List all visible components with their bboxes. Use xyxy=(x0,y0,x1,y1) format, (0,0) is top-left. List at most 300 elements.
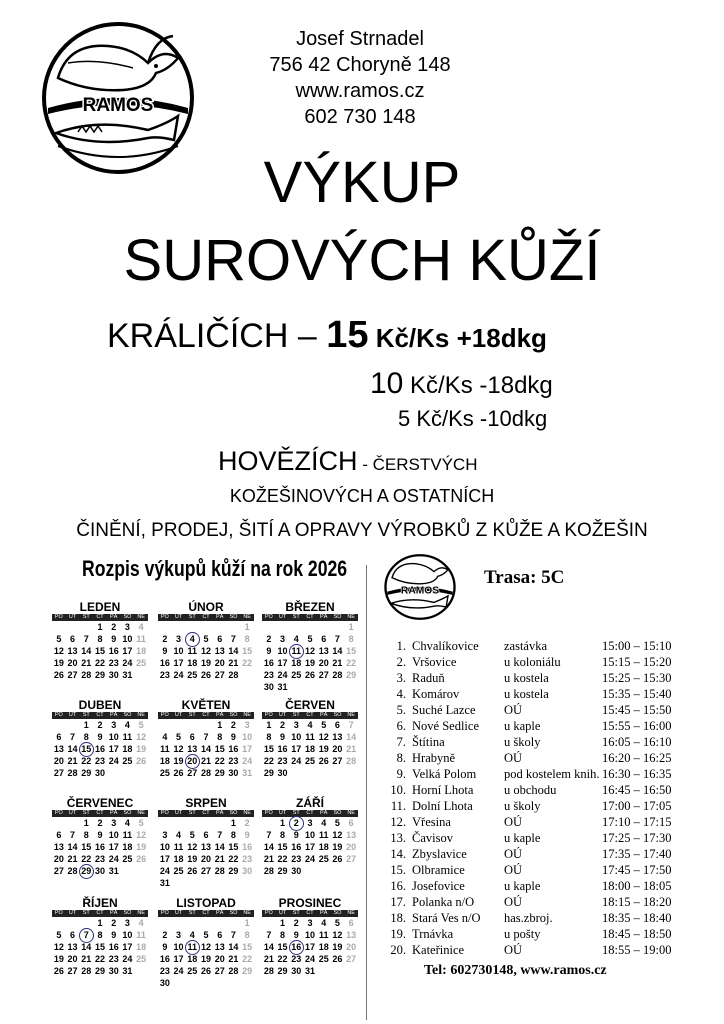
stop-location: OÚ xyxy=(504,751,523,765)
calendar-day: 12 xyxy=(332,830,343,840)
stop-location: zastávka xyxy=(504,639,548,653)
calendar-day: 15 xyxy=(214,744,225,754)
weekday-label: PO xyxy=(54,614,63,620)
marked-collection-day: 20 xyxy=(187,756,198,766)
stop-number: 10. xyxy=(390,783,406,797)
day-grid xyxy=(52,817,148,877)
stop-place: Čavisov xyxy=(412,831,453,845)
stop-time: 18:55 – 19:00 xyxy=(602,943,672,957)
calendar-day: 18 xyxy=(173,854,184,864)
calendar-day: 23 xyxy=(108,658,119,668)
stop-location: OÚ xyxy=(504,847,523,861)
weekday-label: SO xyxy=(123,910,132,916)
calendar-day: 24 xyxy=(173,670,184,680)
calendar-day: 20 xyxy=(346,942,357,952)
calendar-day: 11 xyxy=(136,634,146,644)
calendar-day: 29 xyxy=(94,966,105,976)
calendar-day: 15 xyxy=(346,646,357,656)
empty-day xyxy=(317,621,331,633)
stop-number: 5. xyxy=(396,703,406,717)
calendar-day: 2 xyxy=(97,818,103,828)
calendar-day: 23 xyxy=(277,756,288,766)
calendar-day: 17 xyxy=(242,744,253,754)
calendar-day: 29 xyxy=(94,670,105,680)
stop-number: 14. xyxy=(390,847,406,861)
empty-day xyxy=(66,917,80,929)
calendar-day: 30 xyxy=(108,670,119,680)
calendar-day: 27 xyxy=(53,866,64,876)
calendar-day: 25 xyxy=(122,854,133,864)
empty-day xyxy=(66,719,80,731)
calendar-day: 28 xyxy=(263,966,274,976)
calendar-day: 27 xyxy=(200,866,211,876)
calendar-day: 8 xyxy=(217,732,223,742)
footer-contact: Tel: 602730148, www.ramos.cz xyxy=(424,963,607,978)
empty-day xyxy=(331,621,345,633)
weekday-label: SO xyxy=(229,614,238,620)
weekday-label: PÁ xyxy=(110,810,118,816)
calendar-day: 22 xyxy=(263,756,274,766)
calendar-day: 25 xyxy=(304,756,315,766)
empty-day xyxy=(172,917,186,929)
calendar-day: 31 xyxy=(242,768,253,778)
calendar-day: 18 xyxy=(291,658,302,668)
calendar-day: 6 xyxy=(56,732,62,742)
contact-phone: 602 730 148 xyxy=(304,106,416,128)
weekday-label: PO xyxy=(264,810,273,816)
calendar-day: 22 xyxy=(242,658,253,668)
calendar-day: 28 xyxy=(214,866,225,876)
weekday-label: ČT xyxy=(306,810,314,816)
calendar-day: 31 xyxy=(108,866,119,876)
stop-time: 17:35 – 17:40 xyxy=(602,847,672,861)
stop-location: u obchodu xyxy=(504,783,557,797)
day-grid xyxy=(52,719,148,779)
calendar-day: 9 xyxy=(162,942,168,952)
empty-day xyxy=(262,621,276,633)
weekday-label: ÚT xyxy=(174,614,183,620)
weekday-label: ÚT xyxy=(278,910,287,916)
calendar-day: 26 xyxy=(304,670,315,680)
calendar-day: 19 xyxy=(187,854,198,864)
stop-time: 15:35 – 15:40 xyxy=(602,687,672,701)
calendar-day: 1 xyxy=(217,720,223,730)
calendar-day: 12 xyxy=(200,646,211,656)
empty-day xyxy=(52,917,66,929)
price-line-3: 5 Kč/Ks -10dkg xyxy=(398,406,548,431)
calendar-day: 2 xyxy=(111,918,117,928)
calendar-day: 30 xyxy=(108,966,119,976)
calendar-day: 16 xyxy=(108,942,119,952)
marked-collection-day: 16 xyxy=(291,942,302,952)
calendar-day: 26 xyxy=(136,854,147,864)
calendar-day: 21 xyxy=(81,658,92,668)
calendar-day: 13 xyxy=(332,732,343,742)
calendar-day: 23 xyxy=(94,756,105,766)
calendar-day: 24 xyxy=(122,658,133,668)
calendar-day: 6 xyxy=(217,930,223,940)
calendar-day: 15 xyxy=(242,942,253,952)
month-3 xyxy=(262,600,358,693)
calendar-day: 5 xyxy=(334,918,340,928)
stop-location: u kaple xyxy=(504,879,541,893)
cattle-label: HOVĚZÍCH xyxy=(218,446,358,476)
weekday-label: SO xyxy=(333,810,342,816)
calendar-day: 5 xyxy=(321,720,327,730)
weekday-header xyxy=(158,712,254,719)
weekday-label: SO xyxy=(229,712,238,718)
calendar-day: 9 xyxy=(280,732,286,742)
calendar-day: 18 xyxy=(318,842,329,852)
stop-number: 2. xyxy=(396,655,406,669)
calendar-day: 31 xyxy=(304,966,315,976)
calendar-day: 6 xyxy=(321,634,327,644)
calendar-day: 12 xyxy=(200,942,211,952)
calendar-day: 1 xyxy=(266,720,272,730)
calendar-day: 4 xyxy=(176,830,182,840)
weekday-label: ÚT xyxy=(174,810,183,816)
calendar-day: 8 xyxy=(83,830,89,840)
calendar-day: 17 xyxy=(291,744,302,754)
calendar-day: 13 xyxy=(53,842,64,852)
stop-place: Komárov xyxy=(412,687,460,701)
weekday-label: PÁ xyxy=(110,910,118,916)
calendar-day: 14 xyxy=(346,732,357,742)
calendar-day: 26 xyxy=(187,866,198,876)
stop-place: Hrabyně xyxy=(412,751,456,765)
month-name: KVĚTEN xyxy=(181,698,231,712)
calendar-day: 26 xyxy=(332,954,343,964)
calendar-day: 24 xyxy=(108,854,119,864)
contact-web[interactable]: www.ramos.cz xyxy=(295,80,425,102)
weekday-label: PÁ xyxy=(320,712,328,718)
calendar-day: 20 xyxy=(200,854,211,864)
weekday-label: PO xyxy=(54,810,63,816)
weekday-label: NE xyxy=(347,910,355,916)
stop-time: 17:45 – 17:50 xyxy=(602,863,672,877)
weekday-label: ČT xyxy=(306,910,314,916)
contact-block xyxy=(230,26,490,130)
calendar-day: 22 xyxy=(214,756,225,766)
calendar-day: 28 xyxy=(67,866,78,876)
calendar-day: 18 xyxy=(187,658,198,668)
calendar-day: 21 xyxy=(346,744,357,754)
weekday-label: NE xyxy=(243,712,251,718)
weekday-label: NE xyxy=(347,614,355,620)
services-line: ČINĚNÍ, PRODEJ, ŠITÍ A OPRAVY VÝROBKŮ Z KŮŽE A KOŽEŠIN xyxy=(76,520,648,541)
calendar-day: 7 xyxy=(348,720,354,730)
calendar-day: 30 xyxy=(228,768,239,778)
marked-collection-day: 7 xyxy=(79,929,93,941)
weekday-label: SO xyxy=(123,712,132,718)
calendar-day: 25 xyxy=(187,966,198,976)
calendar-day: 16 xyxy=(277,744,288,754)
calendar-day: 12 xyxy=(173,744,184,754)
stop-time: 18:00 – 18:05 xyxy=(602,879,672,893)
calendar-day: 24 xyxy=(108,756,119,766)
calendar-day: 26 xyxy=(136,756,147,766)
calendar-day: 6 xyxy=(217,634,223,644)
calendar-day: 1 xyxy=(280,918,286,928)
calendar-day: 12 xyxy=(332,930,343,940)
calendar-day: 26 xyxy=(53,966,64,976)
weekday-header xyxy=(262,910,358,917)
weekday-label: PÁ xyxy=(320,810,328,816)
calendar-day: 16 xyxy=(94,842,105,852)
stop-location: u školy xyxy=(504,799,541,813)
calendar-day: 27 xyxy=(214,670,225,680)
stop-number: 13. xyxy=(390,831,406,845)
marked-collection-day: 11 xyxy=(185,941,199,953)
calendar-day: 10 xyxy=(173,646,184,656)
calendar-day: 16 xyxy=(159,954,170,964)
stop-place: Velká Polom xyxy=(412,767,477,781)
calendar-day: 5 xyxy=(176,732,182,742)
calendar-day: 23 xyxy=(291,954,302,964)
weekday-label: PO xyxy=(264,712,273,718)
calendar-day: 8 xyxy=(280,930,286,940)
calendar-day: 12 xyxy=(53,646,64,656)
calendar-day: 22 xyxy=(94,954,105,964)
stop-place: Nové Sedlice xyxy=(412,719,479,733)
empty-day xyxy=(227,621,241,633)
calendar-day: 14 xyxy=(67,842,78,852)
calendar-day: 14 xyxy=(81,942,92,952)
calendar-day: 10 xyxy=(277,646,288,656)
day-grid xyxy=(262,817,358,877)
contact-name: Josef Strnadel xyxy=(296,28,424,50)
stop-time: 18:15 – 18:20 xyxy=(602,895,672,909)
calendar-day: 9 xyxy=(162,646,168,656)
calendar-day: 7 xyxy=(70,732,76,742)
calendar-day: 1 xyxy=(230,818,236,828)
weekday-label: NE xyxy=(137,910,145,916)
weekday-label: PÁ xyxy=(320,910,328,916)
empty-day xyxy=(262,917,276,929)
weekday-header xyxy=(262,614,358,621)
calendar-day: 13 xyxy=(214,646,225,656)
calendar-day: 19 xyxy=(136,744,147,754)
empty-day xyxy=(79,621,93,633)
calendar-day: 3 xyxy=(124,622,130,632)
weekday-label: ÚT xyxy=(174,712,183,718)
empty-day xyxy=(185,817,199,829)
stop-location: u kaple xyxy=(504,719,541,733)
calendar-day: 30 xyxy=(94,768,105,778)
calendar-day: 27 xyxy=(346,854,357,864)
calendar-day: 29 xyxy=(242,966,253,976)
empty-day xyxy=(185,719,199,731)
calendar-day: 6 xyxy=(56,830,62,840)
stop-number: 18. xyxy=(390,911,406,925)
weekday-label: NE xyxy=(137,810,145,816)
calendar-day: 19 xyxy=(53,658,64,668)
marked-collection-day: 4 xyxy=(185,633,199,645)
calendar-day: 30 xyxy=(291,966,302,976)
stop-location: has.zbroj. xyxy=(504,911,553,925)
calendar-day: 22 xyxy=(346,658,357,668)
stop-time: 16:05 – 16:10 xyxy=(602,735,672,749)
day-grid xyxy=(262,621,358,693)
marked-collection-day: 15 xyxy=(81,744,92,754)
day-grid xyxy=(52,917,148,977)
calendar-day: 6 xyxy=(203,830,209,840)
month-6 xyxy=(262,698,358,779)
calendar-day: 2 xyxy=(293,918,299,928)
weekday-label: ČT xyxy=(306,614,314,620)
calendar-day: 10 xyxy=(304,930,315,940)
weekday-label: NE xyxy=(243,910,251,916)
calendar-day: 11 xyxy=(136,930,146,940)
stop-place: Kateřinice xyxy=(412,943,465,957)
stop-location: OÚ xyxy=(504,943,523,957)
cattle-line xyxy=(218,444,477,482)
calendar-day: 21 xyxy=(263,954,274,964)
stop-time: 15:15 – 15:20 xyxy=(602,655,672,669)
calendar-day: 20 xyxy=(53,854,64,864)
empty-day xyxy=(213,817,227,829)
calendar-day: 17 xyxy=(122,942,133,952)
stop-number: 6. xyxy=(396,719,406,733)
weekday-label: NE xyxy=(243,614,251,620)
weekday-header xyxy=(262,712,358,719)
calendar-day: 6 xyxy=(70,634,76,644)
month-name: ČERVEN xyxy=(285,698,335,712)
calendar-day: 8 xyxy=(348,634,354,644)
weekday-label: SO xyxy=(229,810,238,816)
calendar-day: 22 xyxy=(228,854,239,864)
empty-day xyxy=(66,621,80,633)
weekday-label: ÚT xyxy=(174,910,183,916)
price-2-unit: Kč/Ks -18dkg xyxy=(403,372,553,399)
weekday-label: PÁ xyxy=(216,712,224,718)
weekday-label: PÁ xyxy=(216,614,224,620)
calendar-day: 27 xyxy=(53,768,64,778)
weekday-label: PÁ xyxy=(110,712,118,718)
calendar-day: 9 xyxy=(97,830,103,840)
calendar-day: 12 xyxy=(53,942,64,952)
calendar-day: 26 xyxy=(200,670,211,680)
weekday-header xyxy=(52,712,148,719)
calendar-day: 8 xyxy=(97,634,103,644)
calendar-day: 20 xyxy=(67,954,78,964)
calendar-day: 4 xyxy=(293,634,299,644)
weekday-label: ST xyxy=(292,712,300,718)
calendar-day: 22 xyxy=(277,954,288,964)
calendar-day: 1 xyxy=(348,622,354,632)
calendar-day: 4 xyxy=(124,818,130,828)
calendar-day: 21 xyxy=(228,954,239,964)
day-grid xyxy=(262,917,358,977)
stop-time: 16:45 – 16:50 xyxy=(602,783,672,797)
calendar-day: 24 xyxy=(242,756,253,766)
empty-day xyxy=(262,817,276,829)
month-name: ZÁŘÍ xyxy=(296,796,324,810)
calendar-day: 15 xyxy=(263,744,274,754)
stop-number: 15. xyxy=(390,863,406,877)
weekday-label: ST xyxy=(188,614,196,620)
stop-number: 17. xyxy=(390,895,406,909)
calendar-day: 30 xyxy=(242,866,253,876)
calendar-day: 5 xyxy=(138,818,144,828)
calendar-day: 29 xyxy=(277,866,288,876)
calendar-day: 4 xyxy=(307,720,313,730)
calendar-day: 13 xyxy=(53,744,64,754)
weekday-label: NE xyxy=(347,712,355,718)
calendar-day: 24 xyxy=(304,954,315,964)
month-4 xyxy=(52,698,148,779)
empty-day xyxy=(158,621,172,633)
calendar-day: 10 xyxy=(108,830,119,840)
calendar-day: 25 xyxy=(159,768,170,778)
rabbit-label: KRÁLIČÍCH – xyxy=(107,317,327,355)
calendar-day: 15 xyxy=(81,842,92,852)
day-grid xyxy=(158,817,254,889)
empty-day xyxy=(52,719,66,731)
calendar-day: 17 xyxy=(173,954,184,964)
month-name: DUBEN xyxy=(78,698,122,712)
calendar-day: 25 xyxy=(318,854,329,864)
calendar-day: 9 xyxy=(293,830,299,840)
weekday-label: ÚT xyxy=(68,910,77,916)
calendar-day: 20 xyxy=(214,954,225,964)
weekday-label: ÚT xyxy=(68,712,77,718)
calendar-day: 27 xyxy=(67,670,78,680)
calendar-day: 21 xyxy=(228,658,239,668)
month-12 xyxy=(262,896,358,977)
calendar-day: 15 xyxy=(94,646,105,656)
calendar-day: 20 xyxy=(332,744,343,754)
weekday-label: SO xyxy=(229,910,238,916)
weekday-label: ČT xyxy=(202,712,210,718)
calendar-day: 25 xyxy=(173,866,184,876)
calendar-day: 30 xyxy=(94,866,105,876)
calendar-day: 7 xyxy=(230,634,236,644)
calendar-day: 15 xyxy=(242,646,253,656)
calendar-day: 13 xyxy=(187,744,198,754)
month-name: PROSINEC xyxy=(278,896,342,910)
stop-location: u školy xyxy=(504,735,541,749)
weekday-label: ST xyxy=(82,614,90,620)
calendar-day: 3 xyxy=(176,930,182,940)
calendar-day: 2 xyxy=(244,818,250,828)
calendar-day: 2 xyxy=(162,634,168,644)
stop-time: 17:10 – 17:15 xyxy=(602,815,672,829)
fur-line: KOŽEŠINOVÝCH A OSTATNÍCH xyxy=(229,486,495,506)
calendar-day: 2 xyxy=(230,720,236,730)
stop-number: 3. xyxy=(396,671,406,685)
calendar-day: 28 xyxy=(67,768,78,778)
calendar-day: 15 xyxy=(277,942,288,952)
calendar-day: 26 xyxy=(200,966,211,976)
calendar-day: 25 xyxy=(136,954,147,964)
calendar-day: 21 xyxy=(67,756,78,766)
price-line-1 xyxy=(107,314,547,359)
calendar-day: 26 xyxy=(332,854,343,864)
calendar-day: 25 xyxy=(122,756,133,766)
empty-day xyxy=(199,719,213,731)
calendar-day: 17 xyxy=(173,658,184,668)
empty-day xyxy=(289,621,303,633)
calendar-day: 17 xyxy=(108,842,119,852)
calendar-day: 4 xyxy=(138,918,144,928)
weekday-header xyxy=(52,810,148,817)
weekday-label: ST xyxy=(188,910,196,916)
calendar-day: 9 xyxy=(293,930,299,940)
stop-location: OÚ xyxy=(504,815,523,829)
calendar-day: 28 xyxy=(263,866,274,876)
ramos-logo-small xyxy=(382,552,458,622)
